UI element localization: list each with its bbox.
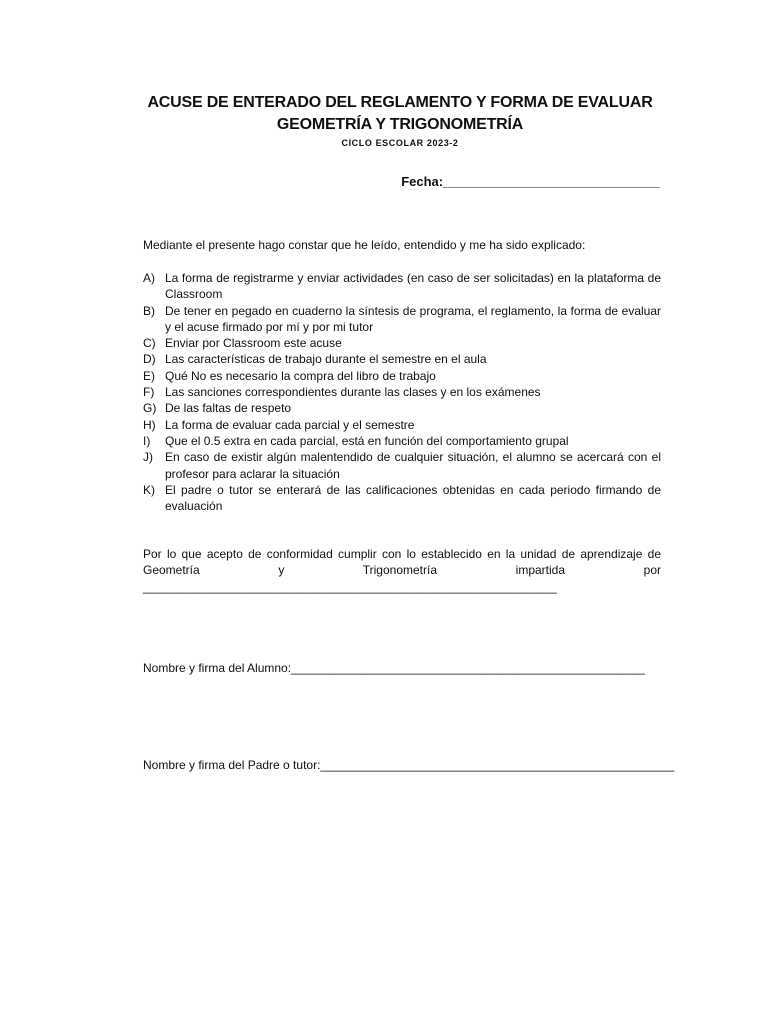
date-field [401, 174, 660, 189]
list-item-letter: C) [143, 336, 156, 351]
list-item-j [143, 449, 661, 482]
list-item-b [143, 303, 661, 336]
list-item-text: El padre o tutor se enterará de las calificaciones obtenidas en cada periodo firmando de evaluación [165, 482, 661, 514]
list-item-letter: J) [143, 450, 153, 465]
list-item-letter: I) [143, 433, 151, 448]
school-cycle: CICLO ESCOLAR 2023-2 [341, 138, 459, 148]
list-item-text: Que el 0.5 extra en cada parcial, está en función del comportamiento grupal [165, 433, 569, 448]
list-item-e [143, 368, 661, 384]
acknowledgement-list [143, 270, 661, 514]
list-item-text: Las características de trabajo durante el semestre en el aula [165, 352, 487, 367]
list-item-letter: H) [143, 417, 156, 432]
document-title-line-2: GEOMETRÍA Y TRIGONOMETRÍA [276, 116, 524, 133]
list-item-g [143, 400, 661, 416]
list-item-letter: G) [143, 401, 157, 416]
date-blank-line: ______________________________ [443, 174, 660, 189]
list-item-h [143, 417, 661, 433]
list-item-i [143, 433, 661, 449]
list-item-letter: B) [143, 303, 155, 318]
student-signature-line: Nombre y firma del Alumno:_____________________________________________________ [143, 661, 645, 675]
document-title-line-1: ACUSE DE ENTERADO DEL REGLAMENTO Y FORMA DE EVALUAR [147, 94, 653, 111]
date-label: Fecha: [401, 174, 444, 189]
introduction-text: Mediante el presente hago constar que he leído, entendido y me ha sido explicado: [143, 238, 586, 252]
list-item-letter: E) [143, 368, 155, 383]
parent-signature-line: Nombre y firma del Padre o tutor:_____________________________________________________ [143, 758, 675, 772]
list-item-a [143, 270, 661, 303]
list-item-text: La forma de registrarme y enviar actividades (en caso de ser solicitadas) en la plataforma de Classroom [165, 271, 661, 302]
list-item-letter: F) [143, 385, 155, 400]
list-item-text: Enviar por Classroom este acuse [165, 336, 342, 351]
list-item-k [143, 482, 661, 515]
list-item-text: Las sanciones correspondientes durante las clases y en los exámenes [165, 385, 541, 400]
list-item-d [143, 351, 661, 367]
list-item-letter: D) [143, 352, 156, 367]
list-item-c [143, 335, 661, 351]
list-item-text: La forma de evaluar cada parcial y el semestre [165, 417, 415, 432]
list-item-letter: A) [143, 271, 155, 285]
list-item-text: De las faltas de respeto [165, 401, 292, 416]
list-item-text: De tener en pegado en cuaderno la síntesis de programa, el reglamento, la forma de evaluar y el acuse firmado por mí y por mi tutor [165, 303, 661, 334]
document-header [0, 92, 768, 149]
list-item-letter: K) [143, 482, 155, 497]
list-item-text: En caso de existir algún malentendido de cualquier situación, el alumno se acercará con el profesor para aclarar la situación [165, 450, 661, 481]
agreement-statement: Por lo que acepto de conformidad cumplir con lo establecido en la unidad de aprendizaje de Geometría y Trigonometría impartida por ______________________________________________________________ [143, 547, 661, 594]
list-item-f [143, 384, 661, 400]
list-item-text: Qué No es necesario la compra del libro de trabajo [165, 368, 436, 383]
